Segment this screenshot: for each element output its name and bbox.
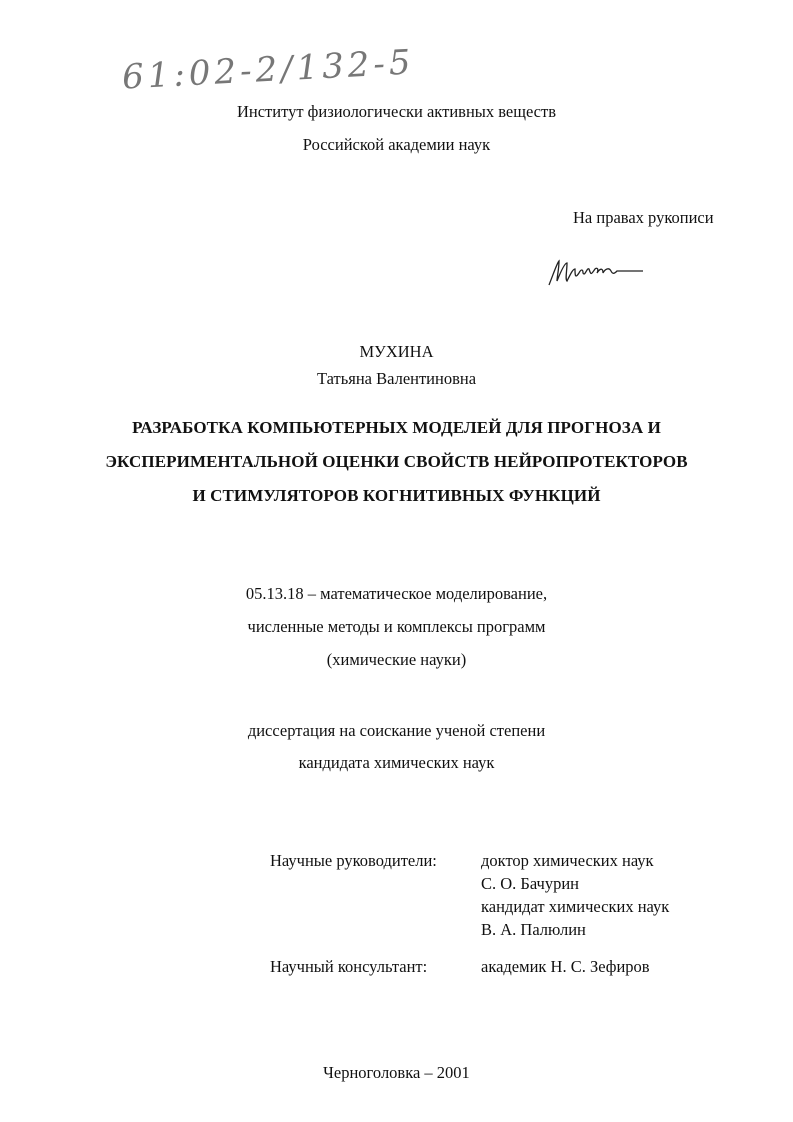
footer-place-year: Черноголовка – 2001	[323, 1063, 470, 1082]
supervisor-line: В. А. Палюлин	[481, 920, 586, 939]
signature	[545, 255, 645, 291]
author-name: Татьяна Валентиновна	[316, 369, 477, 388]
supervisor-line: кандидат химических наук	[481, 897, 670, 916]
specialty-line-1: 05.13.18 – математическое моделирование,	[245, 584, 548, 603]
consultant-value: академик Н. С. Зефиров	[481, 957, 650, 976]
supervisors-label: Научные руководители:	[270, 851, 437, 870]
title-line-3: И СТИМУЛЯТОРОВ КОГНИТИВНЫХ ФУНКЦИЙ	[192, 486, 601, 505]
specialty-line-3: (химические науки)	[326, 650, 467, 669]
institute-line-2: Российской академии наук	[302, 135, 491, 154]
handwritten-code: 61:02-2/132-5	[121, 42, 416, 98]
consultant-label: Научный консультант:	[270, 957, 428, 976]
title-line-1: РАЗРАБОТКА КОМПЬЮТЕРНЫХ МОДЕЛЕЙ ДЛЯ ПРОГНОЗА И	[132, 418, 661, 437]
supervisor-line: доктор химических наук	[481, 851, 654, 870]
specialty-line-2: численные методы и комплексы программ	[247, 617, 546, 636]
institute-line-1: Институт физиологически активных веществ	[236, 102, 557, 121]
degree-line-2: кандидата химических наук	[298, 753, 495, 772]
title-line-2: ЭКСПЕРИМЕНТАЛЬНОЙ ОЦЕНКИ СВОЙСТВ НЕЙРОПРОТЕКТОРОВ	[105, 452, 688, 471]
manuscript-rights: На правах рукописи	[573, 208, 714, 227]
author-surname: МУХИНА	[359, 342, 434, 361]
degree-line-1: диссертация на соискание ученой степени	[247, 721, 546, 740]
supervisor-line: С. О. Бачурин	[481, 874, 580, 893]
